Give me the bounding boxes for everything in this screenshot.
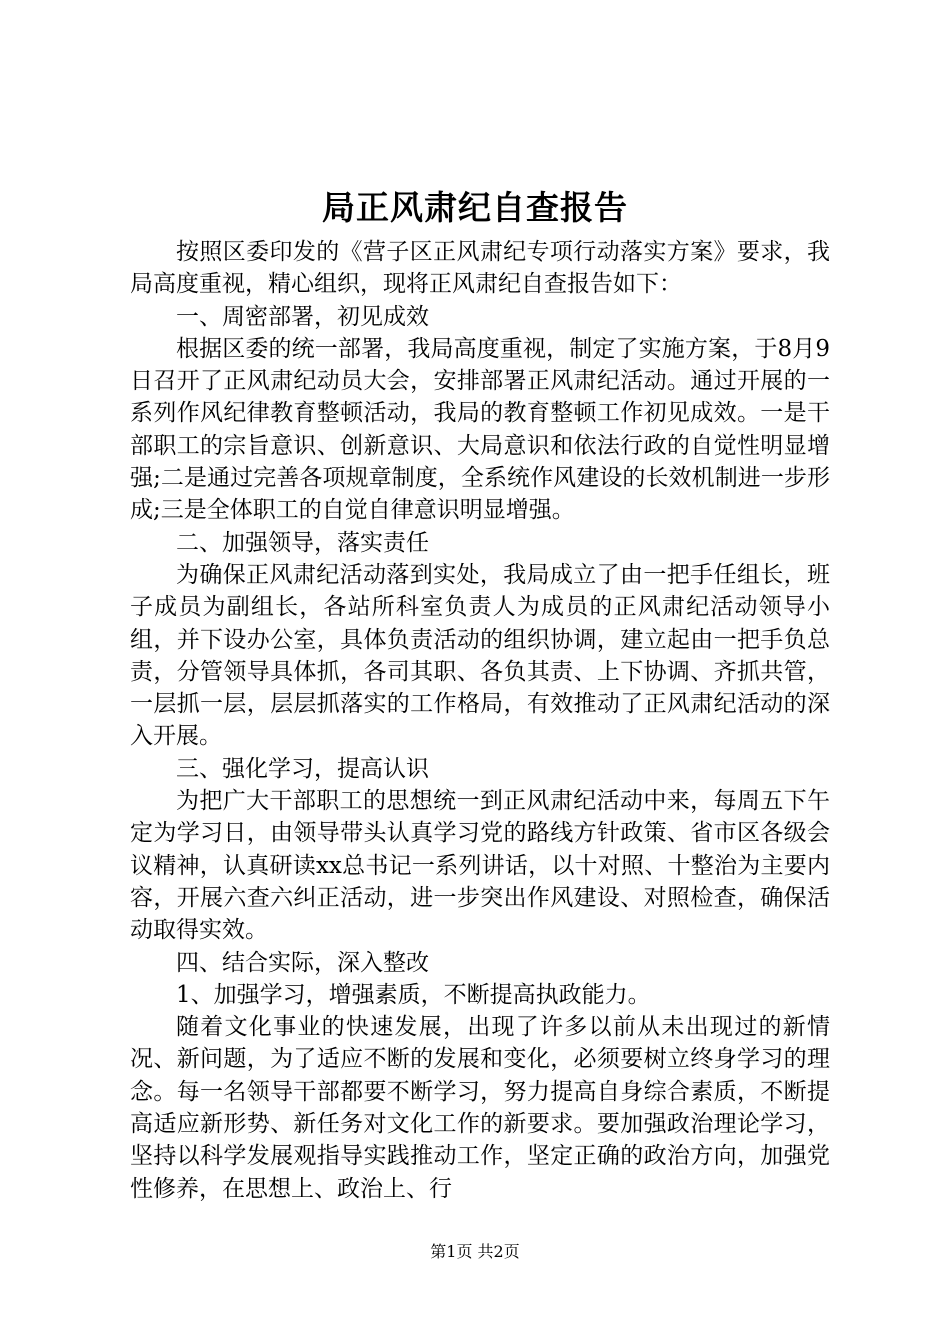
document-title: 局正风肃纪自查报告 [322, 188, 628, 227]
section-heading-2: 二、加强领导，落实责任 [176, 529, 429, 556]
section-paragraph-1: 根据区委的统一部署，我局高度重视，制定了实施方案，于8月9日召开了正风肃纪动员大会，安排部署正风肃纪活动。通过开展的一系列作风纪律教育整顿活动，我局的教育整顿工作初见成效。一是干部职工的宗旨意识、创新意识、大局意识和依法行政的自觉性明显增强;二是通过完善各项规章制度，全系统作风建设的长效机制进一步形成;三是全体职工的自觉自律意识明显增强。 [130, 335, 830, 524]
document-body [130, 236, 830, 1205]
section-paragraph-3: 为把广大干部职工的思想统一到正风肃纪活动中来，每周五下午定为学习日，由领导带头认真学习党的路线方针政策、省市区各级会议精神，认真研读xx总书记一系列讲话，以十对照、十整治为主要内容，开展六查六纠正活动，进一步突出作风建设、对照检查，确保活动取得实效。 [130, 788, 830, 944]
subsection-paragraph-1: 随着文化事业的快速发展，出现了许多以前从未出现过的新情况、新问题，为了适应不断的发展和变化，必须要树立终身学习的理念。每一名领导干部都要不断学习，努力提高自身综合素质，不断提高适应新形势、新任务对文化工作的新要求。要加强政治理论学习，坚持以科学发展观指导实践推动工作，坚定正确的政治方向，加强党性修养，在思想上、政治上、行 [130, 1014, 830, 1202]
section-heading-4: 四、结合实际，深入整改 [176, 949, 429, 976]
section-heading-1: 一、周密部署，初见成效 [176, 303, 429, 330]
section-paragraph-2: 为确保正风肃纪活动落到实处，我局成立了由一把手任组长，班子成员为副组长，各站所科室负责人为成员的正风肃纪活动领导小组，并下设办公室，具体负责活动的组织协调，建立起由一把手负总责，分管领导具体抓，各司其职、各负其责、上下协调、齐抓共管，一层抓一层，层层抓落实的工作格局，有效推动了正风肃纪活动的深入开展。 [130, 561, 830, 750]
subsection-heading-1: 1、加强学习，增强素质，不断提高执政能力。 [176, 981, 651, 1008]
intro-paragraph: 按照区委印发的《营子区正风肃纪专项行动落实方案》要求，我局高度重视，精心组织，现将正风肃纪自查报告如下： [130, 239, 830, 298]
section-heading-3: 三、强化学习，提高认识 [176, 755, 429, 782]
page-number-footer: 第1页 共2页 [430, 1242, 520, 1261]
